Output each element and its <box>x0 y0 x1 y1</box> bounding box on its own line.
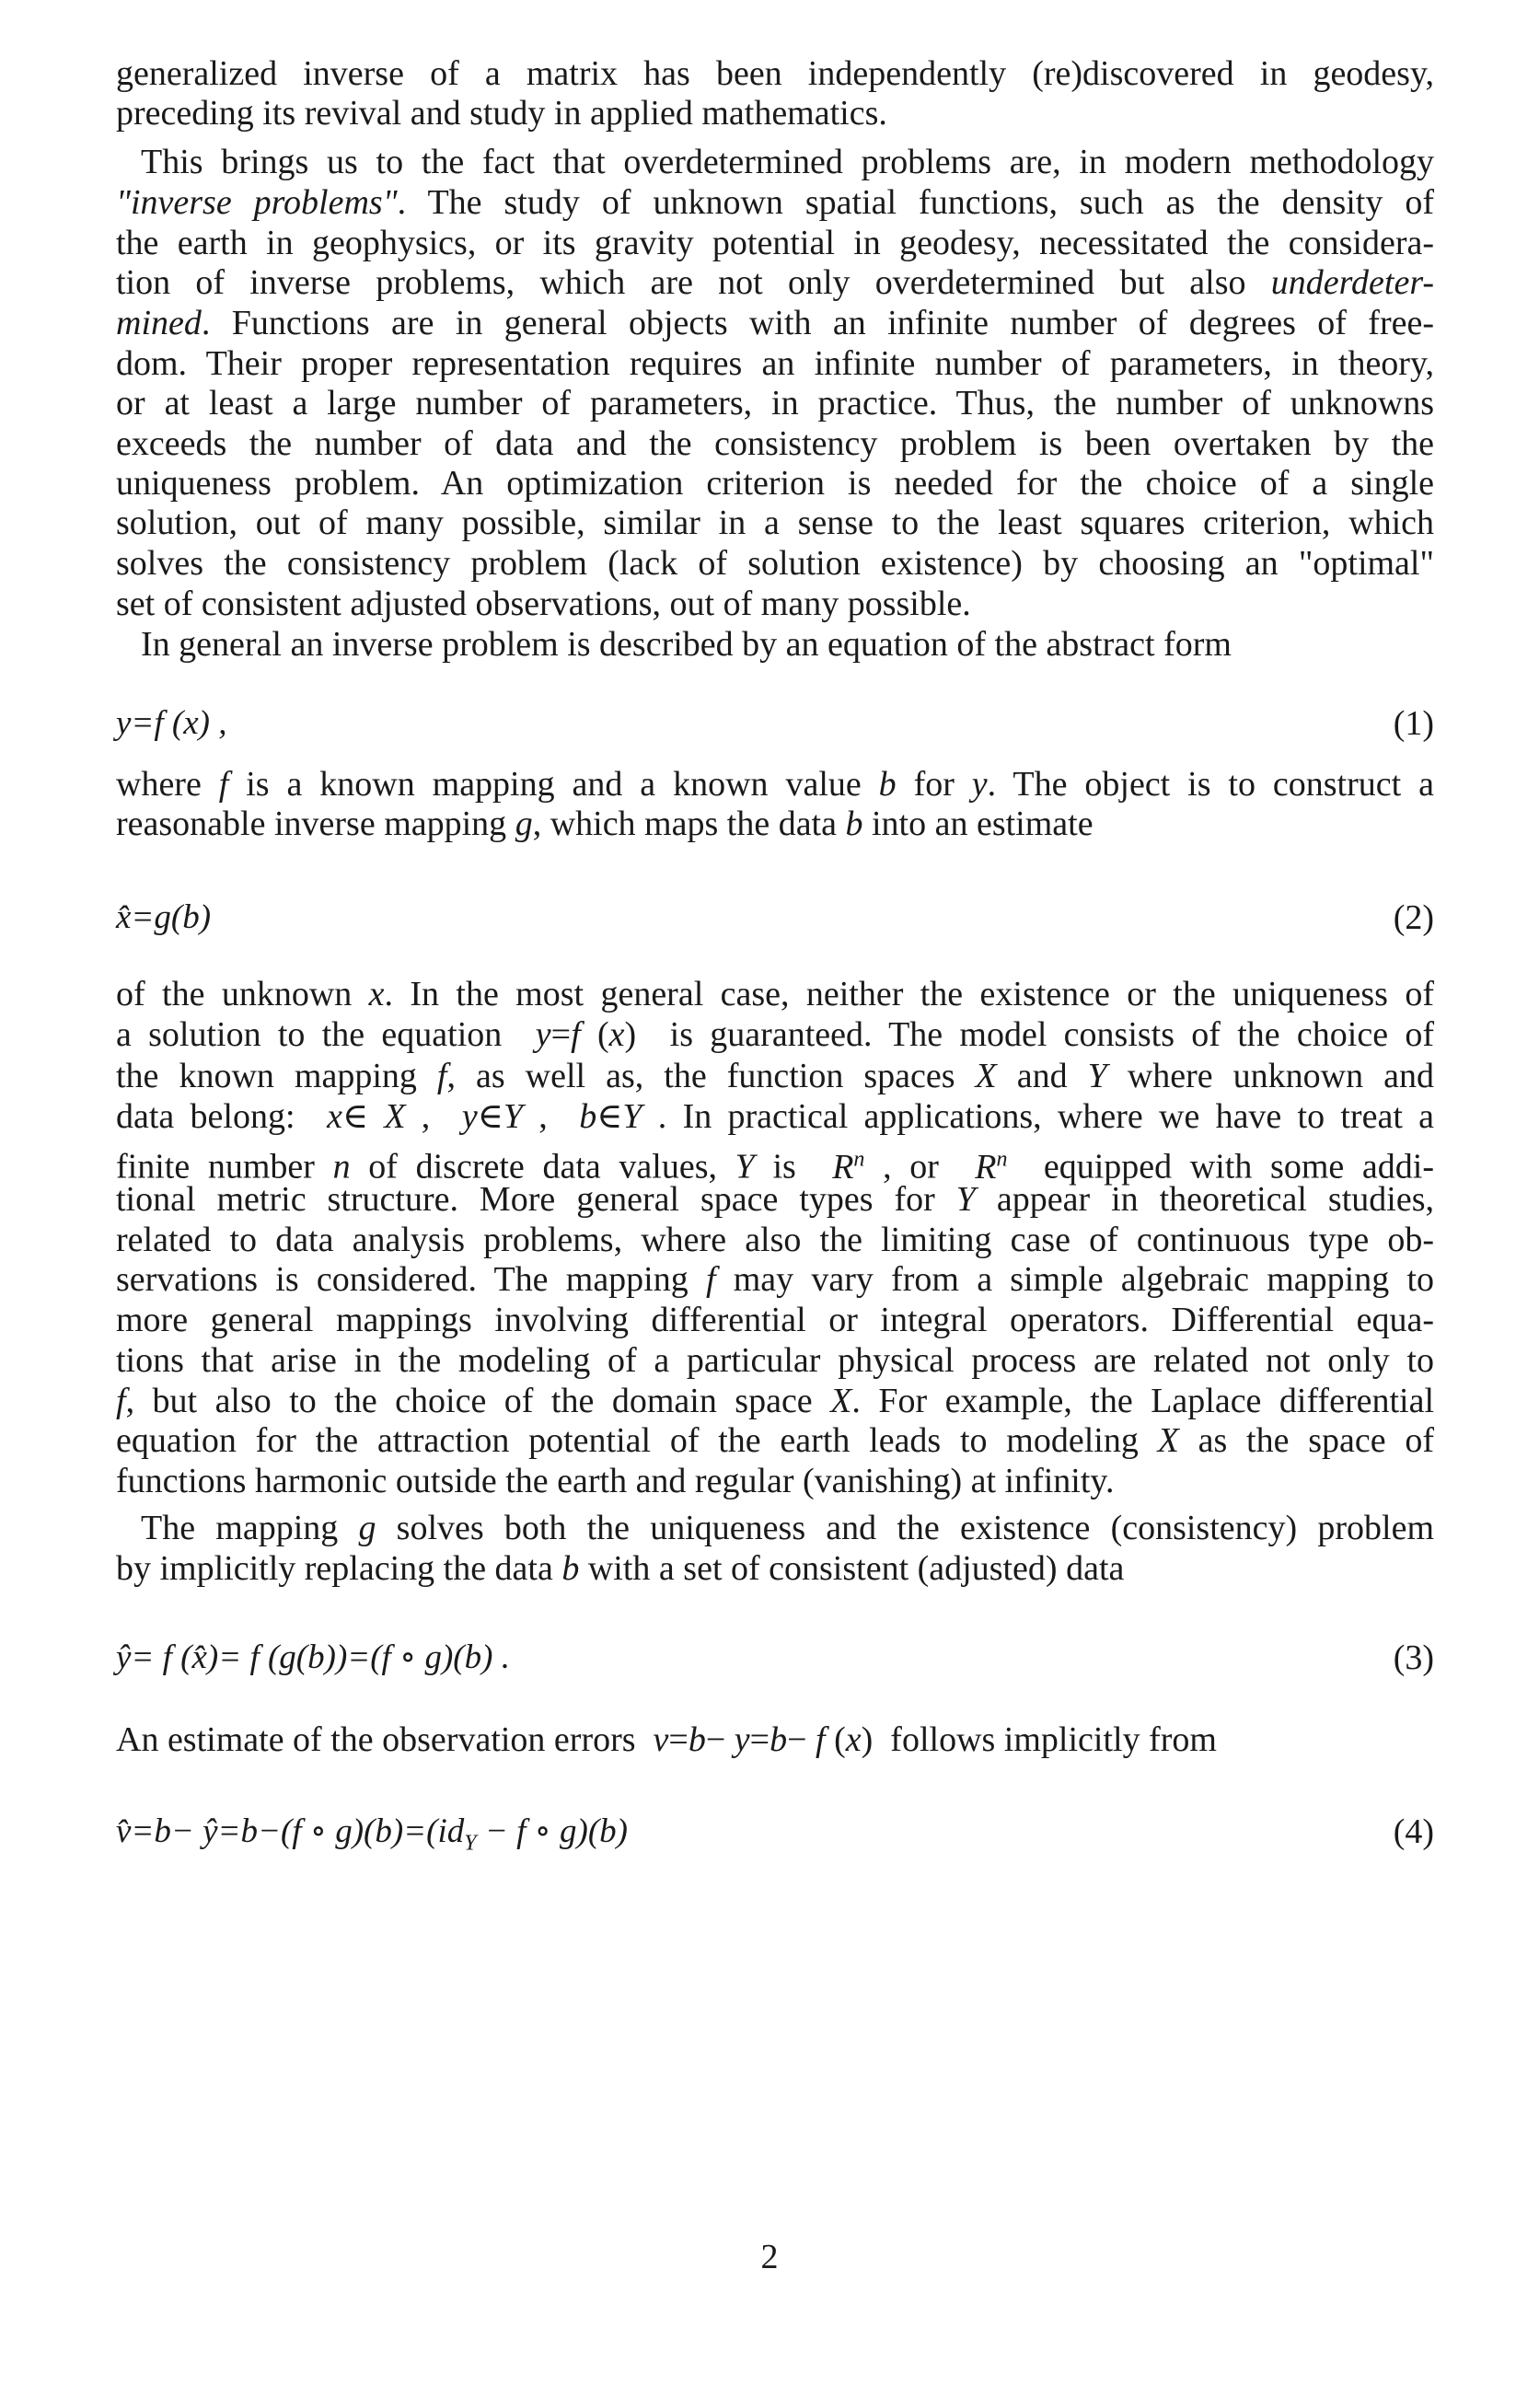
text-line-22: finite number n of discrete data values, Y is $R^n$ , or $R^n$ equipped with some addi- <box>116 1147 1434 1187</box>
page-number: 2 <box>760 2238 779 2276</box>
text-line-3: This brings us to the fact that overdetermined problems are, in modern methodology <box>141 143 1434 181</box>
equation-2: x̂=g(b) <box>116 898 212 936</box>
text-line-21: data belong: x∈ X , y∈Y , b∈Y . In practical applications, where we have to treat a <box>116 1097 1435 1136</box>
text-line-6: tion of inverse problems, which are not only overdetermined but also underdeter- <box>116 263 1434 302</box>
text-line-20: the known mapping f, as well as, the function spaces X and Y where unknown and <box>116 1057 1434 1095</box>
text-line-32: by implicitly replacing the data b with a set of consistent (adjusted) data <box>116 1549 1125 1588</box>
text-line-23: tional metric structure. More general space types for Y appear in theoretical studies, <box>116 1180 1434 1219</box>
text-line-16: where f is a known mapping and a known value b for y. The object is to construct a <box>116 765 1434 804</box>
text-line-1: generalized inverse of a matrix has been independently (re)discovered in geodesy, <box>116 54 1434 93</box>
text-line-8: dom. Their proper representation requires an infinite number of parameters, in theory, <box>116 344 1434 383</box>
equation-number-4: (4) <box>1393 1812 1434 1851</box>
text-line-4: "inverse problems". The study of unknown spatial functions, such as the density of <box>116 183 1434 222</box>
equation-3: ŷ= f (x̂)= f (g(b))=(f ∘ g)(b) . <box>116 1638 510 1676</box>
text-line-10: exceeds the number of data and the consistency problem is been overtaken by the <box>116 424 1434 463</box>
text-line-2: preceding its revival and study in applied mathematics. <box>116 94 887 133</box>
text-line-17: reasonable inverse mapping g, which maps the data b into an estimate <box>116 805 1094 843</box>
text-line-27: tions that arise in the modeling of a particular physical process are related not only to <box>116 1341 1434 1380</box>
text-line-11: uniqueness problem. An optimization criterion is needed for the choice of a single <box>116 464 1434 503</box>
text-line-9: or at least a large number of parameters, in practice. Thus, the number of unknowns <box>116 384 1434 423</box>
text-line-31: The mapping g solves both the uniqueness and the existence (consistency) problem <box>141 1509 1434 1547</box>
text-line-7: mined. Functions are in general objects with an infinite number of degrees of free- <box>116 304 1434 342</box>
text-line-12: solution, out of many possible, similar in a sense to the least squares criterion, which <box>116 504 1434 542</box>
text-line-28: f, but also to the choice of the domain space X. For example, the Laplace differential <box>116 1382 1435 1420</box>
text-line-26: more general mappings involving differential or integral operators. Differential equa- <box>116 1301 1434 1339</box>
equation-1: y=f (x) , <box>116 704 227 742</box>
text-line-24: related to data analysis problems, where also the limiting case of continuous type ob- <box>116 1221 1434 1259</box>
text-line-19: a solution to the equation y=f (x) is guaranteed. The model consists of the choice of <box>116 1015 1434 1054</box>
equation-number-3: (3) <box>1393 1638 1434 1677</box>
text-line-25: servations is considered. The mapping f may vary from a simple algebraic mapping to <box>116 1260 1435 1299</box>
text-line-15: In general an inverse problem is described by an equation of the abstract form <box>141 625 1232 664</box>
text-line-30: functions harmonic outside the earth and regular (vanishing) at infinity. <box>116 1462 1115 1500</box>
equation-4: v̂=b− ŷ=b−(f ∘ $g)(b)=(id_Y - f$ ∘ g)(b) <box>116 1812 628 1856</box>
text-line-5: the earth in geophysics, or its gravity potential in geodesy, necessitated the considera- <box>116 224 1434 262</box>
text-line-13: solves the consistency problem (lack of solution existence) by choosing an "optimal" <box>116 544 1434 583</box>
text-line-33: An estimate of the observation errors v=b− y=b− f (x) follows implicitly from <box>116 1720 1217 1759</box>
equation-number-2: (2) <box>1393 898 1434 937</box>
text-line-29: equation for the attraction potential of the earth leads to modeling X as the space of <box>116 1421 1434 1460</box>
text-line-14: set of consistent adjusted observations, out of many possible. <box>116 585 971 623</box>
equation-number-1: (1) <box>1393 704 1434 743</box>
text-line-18: of the unknown x. In the most general case, neither the existence or the uniqueness of <box>116 975 1434 1013</box>
